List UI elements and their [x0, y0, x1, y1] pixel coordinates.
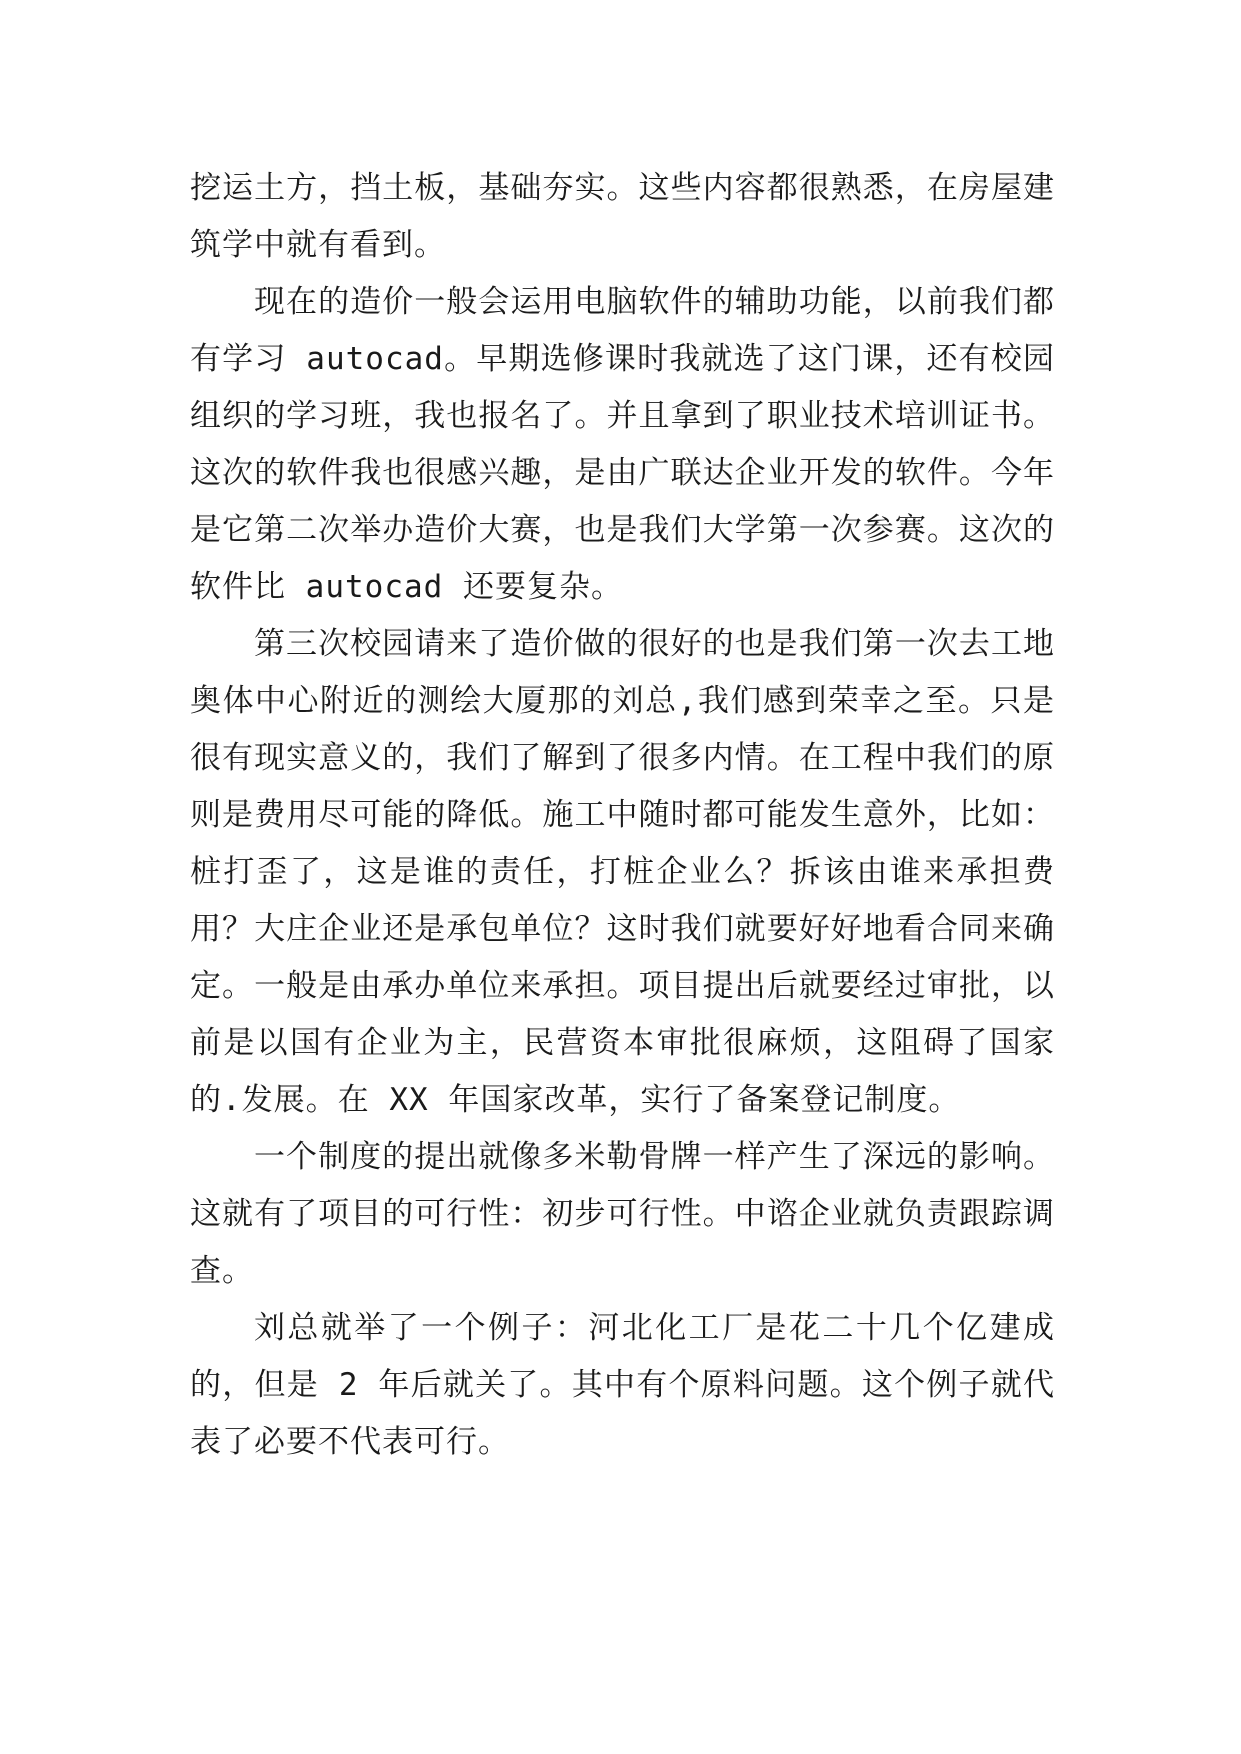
paragraph-4: 一个制度的提出就像多米勒骨牌一样产生了深远的影响。这就有了项目的可行性：初步可行性。中谘企业就负责跟踪调查。	[190, 1139, 1055, 1289]
paragraph-3: 第三次校园请来了造价做的很好的也是我们第一次去工地奥体中心附近的测绘大厦那的刘总,我们感到荣幸之至。只是很有现实意义的，我们了解到了很多内情。在工程中我们的原则是费用尽可能的降低。施工中随时都可能发生意外，比如：桩打歪了，这是谁的责任，打桩企业么？拆该由谁来承担费用？大庄企业还是承包单位？这时我们就要好好地看合同来确定。一般是由承办单位来承担。项目提出后就要经过审批，以前是以国有企业为主，民营资本审批很麻烦，这阻碍了国家的.发展。在 XX 年国家改革，实行了备案登记制度。	[190, 626, 1055, 1118]
paragraph-5: 刘总就举了一个例子：河北化工厂是花二十几个亿建成的，但是 2 年后就关了。其中有个原料问题。这个例子就代表了必要不代表可行。	[190, 1310, 1055, 1460]
document-page	[190, 160, 1055, 1471]
paragraph-2: 现在的造价一般会运用电脑软件的辅助功能，以前我们都有学习 autocad。早期选修课时我就选了这门课，还有校园组织的学习班，我也报名了。并且拿到了职业技术培训证书。这次的软件我也很感兴趣，是由广联达企业开发的软件。今年是它第二次举办造价大赛，也是我们大学第一次参赛。这次的软件比 autocad 还要复杂。	[190, 284, 1055, 605]
paragraph-1: 挖运土方，挡土板，基础夯实。这些内容都很熟悉，在房屋建筑学中就有看到。	[190, 170, 1055, 263]
